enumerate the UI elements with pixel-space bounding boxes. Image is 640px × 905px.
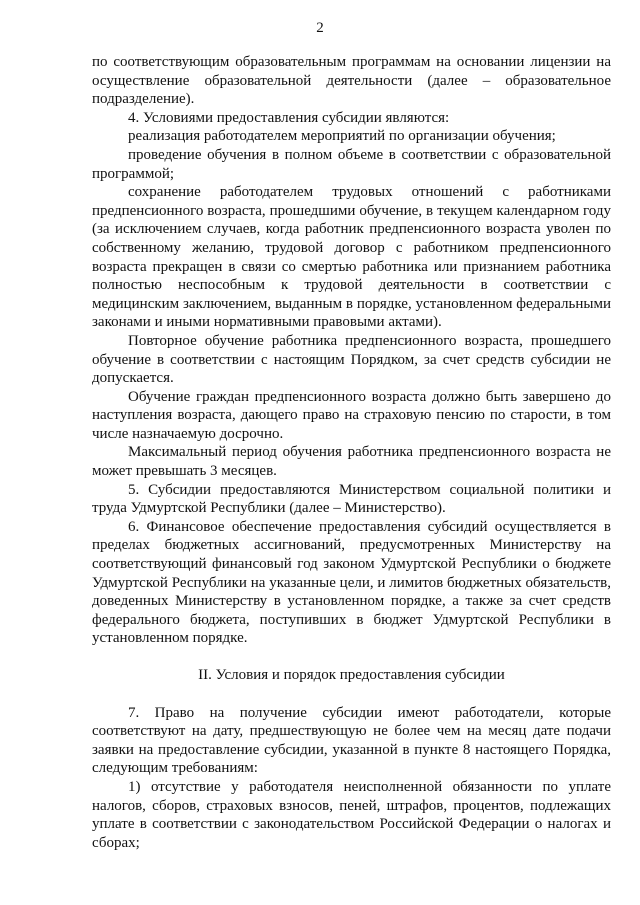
paragraphs-before-section	[92, 53, 611, 648]
section-heading: II. Условия и порядок предоставления субсидии	[198, 667, 505, 683]
para-requirement-1: 1) отсутствие у работодателя неисполненной обязанности по уплате налогов, сборов, страховых взносов, пеней, штрафов, процентов, подлежащих уплате в соответствии с законодательством Российской Федерации о налогах и сборах;	[92, 778, 611, 851]
para-condition-3: сохранение работодателем трудовых отношений с работниками предпенсионного возраста, прошедшими обучение, в текущем календарном году (за исключением случаев, когда работник предпенсионного возраста уволен по собственному желанию, трудовой договор с работником предпенсионного возраста прекращен в связи со смертью работника или признанием работника полностью неспособным к трудовой деятельности в соответствии с медицинским заключением, выданным в порядке, установленном федеральными законами и иными нормативными правовыми актами).	[92, 184, 611, 331]
para-max-period: Максимальный период обучения работника предпенсионного возраста не может превышать 3 месяцев.	[92, 444, 611, 480]
para-condition-1: реализация работодателем мероприятий по организации обучения;	[128, 128, 556, 145]
para-item-4: 4. Условиями предоставления субсидии являются:	[128, 109, 450, 126]
paragraphs-after-section	[92, 704, 611, 853]
document-body	[92, 53, 611, 852]
para-item-5: 5. Субсидии предоставляются Министерством социальной политики и труда Удмуртской Республики (далее – Министерство).	[92, 481, 611, 517]
para-condition-2: проведение обучения в полном объеме в соответствии с образовательной программой;	[92, 146, 611, 182]
page-number: 2	[316, 20, 324, 36]
para-continuation: по соответствующим образовательным программам на основании лицензии на осуществление образовательной деятельности (далее – образовательное подразделение).	[92, 54, 611, 108]
para-training-completion: Обучение граждан предпенсионного возраста должно быть завершено до наступления возраста, дающего право на страховую пенсию по старости, в том числе назначаемую досрочно.	[92, 388, 611, 442]
para-item-6: 6. Финансовое обеспечение предоставления субсидий осуществляется в пределах бюджетных ассигнований, предусмотренных Министерству на соответствующий финансовый год законом Удмуртской Республики о бюджете Удмуртской Республики на указанные цели, и лимитов бюджетных обязательств, доведенных Министерству в установленном порядке, а также за счет средств федерального бюджета, поступивших в бюджет Удмуртской Республики в установленном порядке.	[92, 518, 611, 647]
para-item-7: 7. Право на получение субсидии имеют работодатели, которые соответствуют на дату, предшествующую не более чем на месяц дате подачи заявки на предоставление субсидии, указанной в пункте 8 настоящего Порядка, следующим требованиям:	[92, 704, 611, 777]
para-repeat-training: Повторное обучение работника предпенсионного возраста, прошедшего обучение в соответствии с настоящим Порядком, за счет средств субсидии не допускается.	[92, 332, 611, 387]
